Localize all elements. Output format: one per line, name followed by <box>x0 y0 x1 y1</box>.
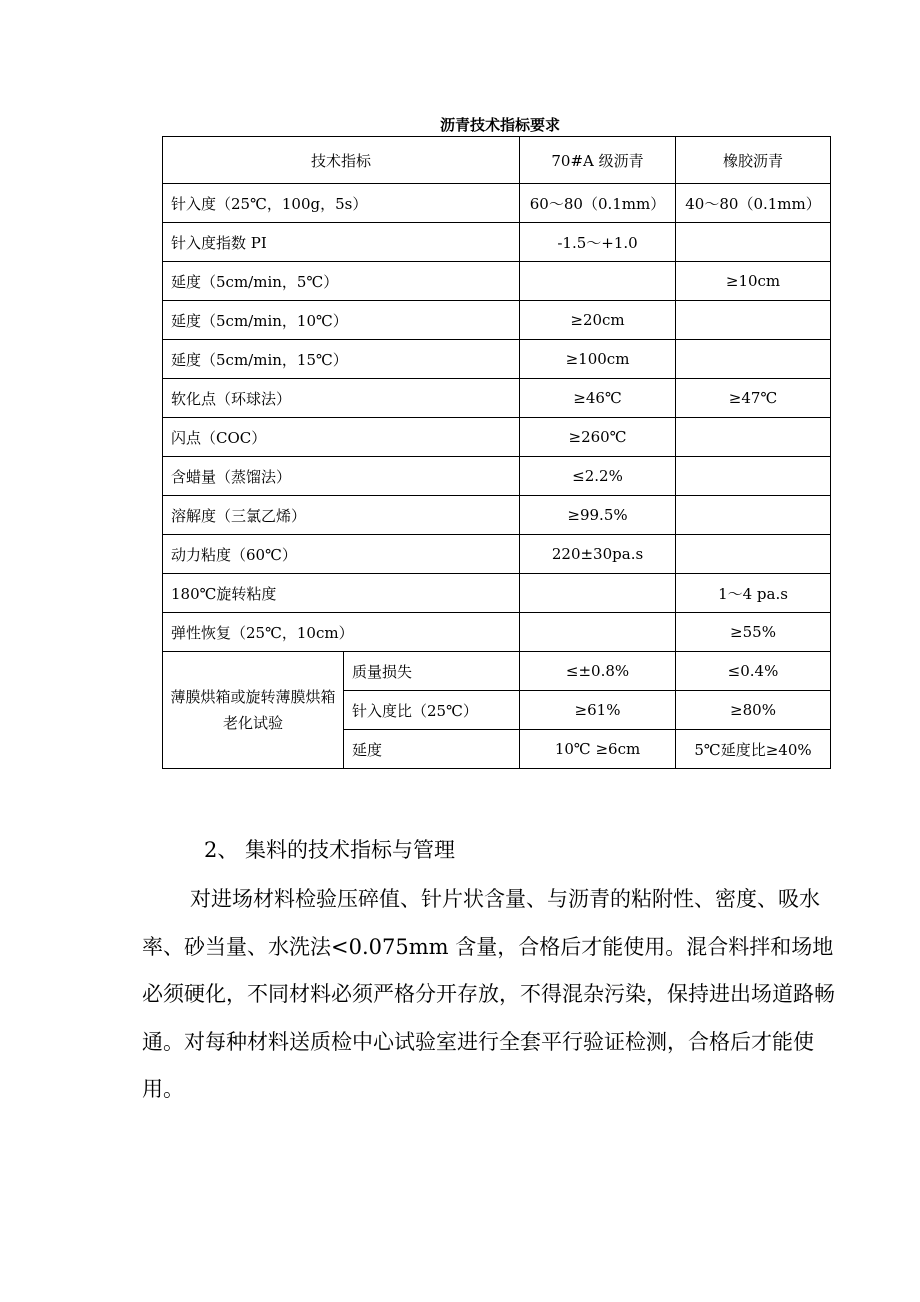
aging-row-label: 延度 <box>344 730 520 769</box>
grade70-value: ≥100cm <box>520 340 676 379</box>
grade70-value: ≤2.2% <box>520 457 676 496</box>
grade70-value: ≥61% <box>520 691 676 730</box>
section-paragraph: 对进场材料检验压碎值、针片状含量、与沥青的粘附性、密度、吸水率、砂当量、水洗法<0.075mm 含量，合格后才能使用。混合料拌和场地必须硬化，不同材料必须严格分开存放，不得混杂污染，保持进出场道路畅通。对每种材料送质检中心试验室进行全套平行验证检测，合格后才能使用。 <box>142 887 835 1101</box>
rubber-value: ≥55% <box>676 613 831 652</box>
table-row <box>163 262 831 301</box>
aging-group-label: 薄膜烘箱或旋转薄膜烘箱老化试验 <box>163 652 344 769</box>
rubber-value: 1～4 pa.s <box>676 574 831 613</box>
table-row <box>163 340 831 379</box>
rubber-value: ≤0.4% <box>676 652 831 691</box>
aging-row-label: 针入度比（25℃） <box>344 691 520 730</box>
asphalt-spec-table <box>162 136 831 769</box>
section-heading: 2、 集料的技术指标与管理 <box>204 838 456 862</box>
rubber-value: ≥47℃ <box>676 379 831 418</box>
table-row <box>163 223 831 262</box>
grade70-value: 220±30pa.s <box>520 535 676 574</box>
table-row <box>163 301 831 340</box>
grade70-value: 10℃ ≥6cm <box>520 730 676 769</box>
table-row <box>163 574 831 613</box>
row-label: 溶解度（三氯乙烯） <box>163 496 520 535</box>
row-label: 延度（5cm/min，10℃） <box>163 301 520 340</box>
rubber-value <box>676 301 831 340</box>
table-row <box>163 496 831 535</box>
grade70-value: ≥260℃ <box>520 418 676 457</box>
grade70-value <box>520 262 676 301</box>
header-rubber: 橡胶沥青 <box>676 137 831 184</box>
grade70-value: ≥46℃ <box>520 379 676 418</box>
table-header-row <box>163 137 831 184</box>
rubber-value <box>676 223 831 262</box>
table-row <box>163 613 831 652</box>
row-label: 闪点（COC） <box>163 418 520 457</box>
row-label: 针入度指数 PI <box>163 223 520 262</box>
row-label: 针入度（25℃，100g，5s） <box>163 184 520 223</box>
header-grade70: 70#A 级沥青 <box>520 137 676 184</box>
grade70-value <box>520 574 676 613</box>
table-row <box>163 418 831 457</box>
row-label: 弹性恢复（25℃，10cm） <box>163 613 520 652</box>
rubber-value: 40～80（0.1mm） <box>676 184 831 223</box>
rubber-value <box>676 496 831 535</box>
aging-row-label: 质量损失 <box>344 652 520 691</box>
table-row <box>163 457 831 496</box>
rubber-value: ≥80% <box>676 691 831 730</box>
table-row <box>163 184 831 223</box>
row-label: 软化点（环球法） <box>163 379 520 418</box>
rubber-value <box>676 340 831 379</box>
grade70-value: ≥20cm <box>520 301 676 340</box>
row-label: 含蜡量（蒸馏法） <box>163 457 520 496</box>
rubber-value <box>676 457 831 496</box>
row-label: 动力粘度（60℃） <box>163 535 520 574</box>
row-label: 延度（5cm/min，5℃） <box>163 262 520 301</box>
table-row <box>163 652 831 691</box>
row-label: 180℃旋转粘度 <box>163 574 520 613</box>
header-indicator: 技术指标 <box>163 137 520 184</box>
table-row <box>163 535 831 574</box>
grade70-value <box>520 613 676 652</box>
rubber-value <box>676 535 831 574</box>
grade70-value: 60～80（0.1mm） <box>520 184 676 223</box>
row-label: 延度（5cm/min，15℃） <box>163 340 520 379</box>
rubber-value <box>676 418 831 457</box>
rubber-value: 5℃延度比≥40% <box>676 730 831 769</box>
rubber-value: ≥10cm <box>676 262 831 301</box>
table-title: 沥青技术指标要求 <box>439 116 560 134</box>
table-row <box>163 379 831 418</box>
grade70-value: ≤±0.8% <box>520 652 676 691</box>
grade70-value: -1.5～+1.0 <box>520 223 676 262</box>
grade70-value: ≥99.5% <box>520 496 676 535</box>
